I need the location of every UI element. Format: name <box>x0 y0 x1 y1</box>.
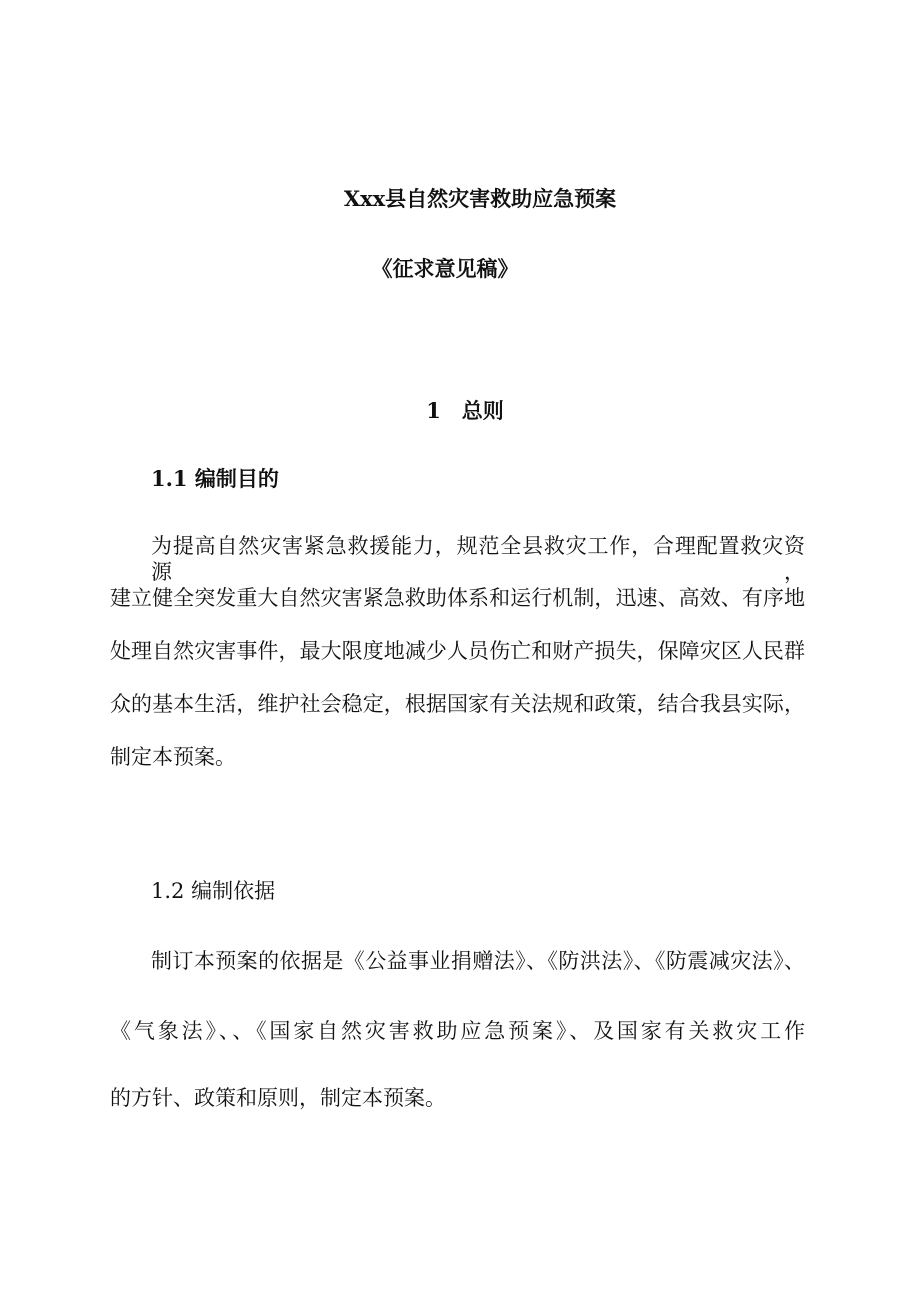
paragraph-line: 《气象法》、、《国家自然灾害救助应急预案》、及国家有关救灾工作 <box>110 1019 805 1043</box>
paragraph-line: 处理自然灾害事件，最大限度地减少人员伤亡和财产损失，保障灾区人民群 <box>110 639 805 663</box>
paragraph-line: 众的基本生活，维护社会稳定，根据国家有关法规和政策，结合我县实际， <box>110 692 805 716</box>
paragraph-line: 制订本预案的依据是《公益事业捐赠法》、《防洪法》、《防震减灾法》、 <box>151 949 805 973</box>
paragraph-line: 的方针、政策和原则，制定本预案。 <box>110 1086 446 1110</box>
paragraph-line: 为提高自然灾害紧急救援能力，规范全县救灾工作，合理配置救灾资源， <box>151 534 805 584</box>
document-title: Xxx县自然灾害救助应急预案 <box>343 186 617 211</box>
subsection-heading: 1.1 编制目的 <box>151 466 279 491</box>
paragraph-line: 制定本预案。 <box>110 745 236 769</box>
section-heading: 1 总则 <box>426 398 504 423</box>
document-subtitle: 《征求意见稿》 <box>371 256 519 281</box>
paragraph-line: 建立健全突发重大自然灾害紧急救助体系和运行机制，迅速、高效、有序地 <box>110 586 805 610</box>
subsection-heading: 1.2 编制依据 <box>151 879 276 903</box>
